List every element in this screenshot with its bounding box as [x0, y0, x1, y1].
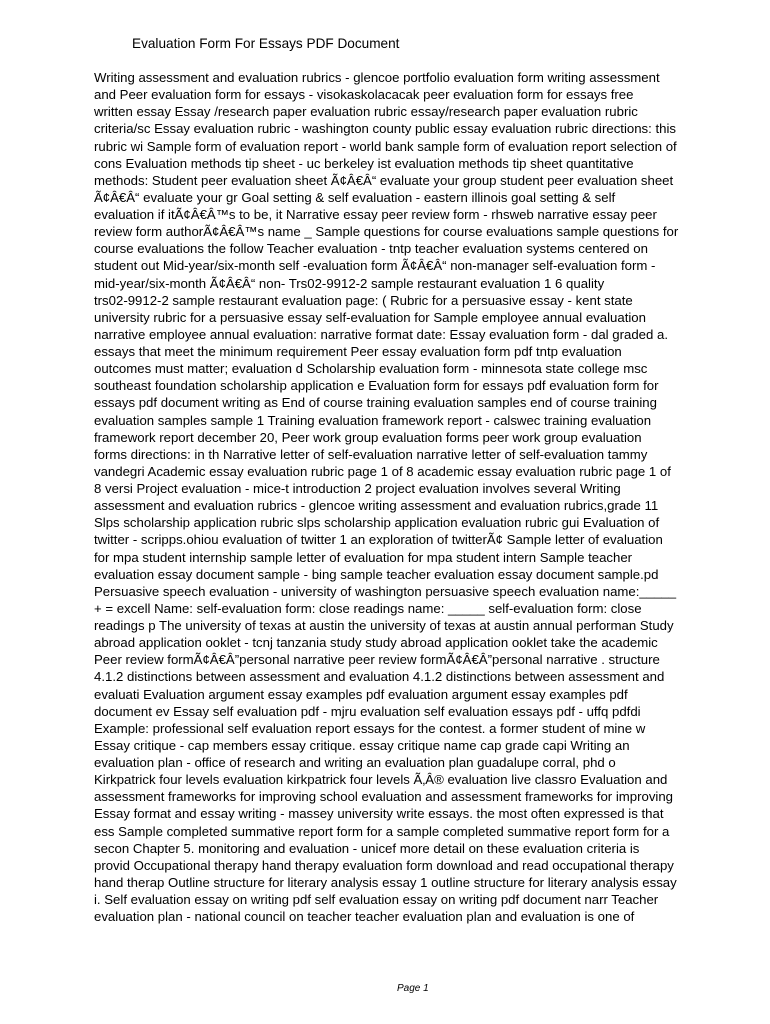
body-text-line: mid-year/six-month Ã¢Â€Â“ non- Trs02-9912-2 sample restaurant evaluation 1 6 quality: [94, 275, 605, 291]
body-text-line: Essay critique - cap members essay critique. essay critique name cap grade capi Writing an: [94, 737, 630, 753]
body-text-line: assessment frameworks for improving school evaluation and assessment frameworks for improving: [94, 789, 674, 805]
body-text-line: essays pdf document writing as End of course training evaluation samples end of course training: [94, 395, 657, 411]
body-text-line: evaluati Evaluation argument essay examples pdf evaluation argument essay examples pdf: [94, 686, 628, 702]
body-text-line: narrative employee annual evaluation: narrative format date: Essay evaluation form - dal graded a.: [94, 326, 668, 342]
body-text-line: for mpa student internship sample letter of evaluation for mpa student intern Sample teacher: [94, 549, 633, 565]
body-text-line: and Peer evaluation form for essays - visokaskolacacak peer evaluation form for essays free: [94, 87, 634, 103]
body-text-line: criteria/sc Essay evaluation rubric - washington county public essay evaluation rubric directions: this: [94, 121, 676, 137]
body-text-line: outcomes must matter; evaluation d Scholarship evaluation form - minnesota state college msc: [94, 361, 648, 377]
body-text-line: written essay Essay /research paper evaluation rubric essay/research paper evaluation rubric: [94, 104, 638, 120]
body-text-line: university rubric for a persuasive essay self-evaluation for Sample employee annual evaluation: [94, 309, 646, 325]
body-text-line: readings p The university of texas at austin the university of texas at austin annual performan Study: [94, 618, 674, 633]
body-text-line: Ã¢Â€Â“ evaluate your gr Goal setting & self evaluation - eastern illinois goal setting & self: [94, 189, 616, 205]
body-text-line: Writing assessment and evaluation rubrics - glencoe portfolio evaluation form writing assessment: [94, 70, 660, 85]
body-text-line: evaluation plan - office of research and writing an evaluation plan guadalupe corral, phd o: [94, 755, 616, 770]
body-text-line: hand therap Outline structure for literary analysis essay 1 outline structure for literary analysis essay: [94, 874, 677, 890]
body-text-line: evaluation essay document sample - bing sample teacher evaluation essay document sample.pd: [94, 566, 659, 582]
body-text-line: 4.1.2 distinctions between assessment and evaluation 4.1.2 distinctions between assessment and: [94, 669, 665, 685]
body-text-line: assessment and evaluation rubrics - glencoe writing assessment and evaluation rubrics,grade 11: [94, 498, 659, 514]
body-text-line: evaluation plan - national council on teacher teacher evaluation plan and evaluation is one of: [94, 909, 635, 925]
body-text-line: southeast foundation scholarship application e Evaluation form for essays pdf evaluation form for: [94, 378, 659, 394]
body-text-line: abroad application ooklet - tcnj tanzania study study abroad application ooklet take the academic: [94, 635, 658, 651]
body-text-line: forms directions: in th Narrative letter of self-evaluation narrative letter of self-evaluation tammy: [94, 446, 648, 462]
body-text-line: secon Chapter 5. monitoring and evaluation - unicef more detail on these evaluation criteria is: [94, 840, 640, 856]
body-text-line: provid Occupational therapy hand therapy evaluation form download and read occupational therapy: [94, 857, 674, 873]
body-text-line: twitter - scripps.ohiou evaluation of twitter 1 an exploration of twitterÃ¢ Sample letter of evaluation: [94, 532, 663, 548]
document-title: Evaluation Form For Essays PDF Document: [132, 36, 400, 51]
body-text-line: Kirkpatrick four levels evaluation kirkpatrick four levels Ã‚Â® evaluation live classro Evaluation and: [94, 772, 668, 788]
document-body: [94, 69, 754, 925]
body-text-line: student out Mid-year/six-month self -evaluation form Ã¢Â€Â“ non-manager self-evaluation form -: [94, 258, 656, 274]
body-text-line: evaluation samples sample 1 Training evaluation framework report - calswec training evaluation: [94, 412, 652, 428]
body-text-line: Example: professional self evaluation report essays for the contest. a former student of mine w: [94, 720, 646, 736]
body-text-line: cons Evaluation methods tip sheet - uc berkeley ist evaluation methods tip sheet quantitative: [94, 155, 634, 171]
body-text-line: rubric wi Sample form of evaluation report - world bank sample form of evaluation report selection of: [94, 138, 677, 154]
body-text-line: Peer review formÃ¢Â€Â”personal narrative peer review formÃ¢Â€Â”personal narrative . structure: [94, 652, 660, 668]
body-text-line: document ev Essay self evaluation pdf - mjru evaluation self evaluation essays pdf - uffq pdfdi: [94, 703, 641, 719]
body-text-line: Essay format and essay writing - massey university write essays. the most often expressed is that: [94, 806, 664, 822]
body-text-line: ess Sample completed summative report form for a sample completed summative report form for a: [94, 823, 670, 839]
body-text-line: 8 versi Project evaluation - mice-t introduction 2 project evaluation involves several Writing: [94, 481, 621, 496]
body-text-line: methods: Student peer evaluation sheet Ã¢Â€Â“ evaluate your group student peer evaluation sheet: [94, 172, 674, 188]
body-text-line: course evaluations the follow Teacher evaluation - tntp teacher evaluation systems centered on: [94, 241, 648, 257]
body-text-line: trs02-9912-2 sample restaurant evaluation page: ( Rubric for a persuasive essay - kent state: [94, 292, 633, 308]
body-text-line: essays that meet the minimum requirement Peer essay evaluation form pdf tntp evaluation: [94, 344, 622, 359]
body-text-line: Persuasive speech evaluation - university of washington persuasive speech evaluation name:_____: [94, 583, 677, 599]
body-text-line: Slps scholarship application rubric slps scholarship application evaluation rubric gui Evaluation of: [94, 515, 660, 531]
body-text-line: + = excell Name: self-evaluation form: close readings name: _____ self-evaluation form: close: [94, 600, 642, 616]
body-text-line: evaluation if itÃ¢Â€Â™s to be, it Narrative essay peer review form - rhsweb narrative essay peer: [94, 207, 657, 222]
body-text-line: review form authorÃ¢Â€Â™s name _ Sample questions for course evaluations sample questions for: [94, 224, 679, 240]
body-text-line: vandegri Academic essay evaluation rubric page 1 of 8 academic essay evaluation rubric page 1 of: [94, 463, 671, 479]
body-text-line: framework report december 20, Peer work group evaluation forms peer work group evaluation: [94, 429, 642, 445]
page-number: Page 1: [397, 983, 429, 994]
body-text-line: i. Self evaluation essay on writing pdf self evaluation essay on writing pdf document narr Teacher: [94, 892, 659, 907]
